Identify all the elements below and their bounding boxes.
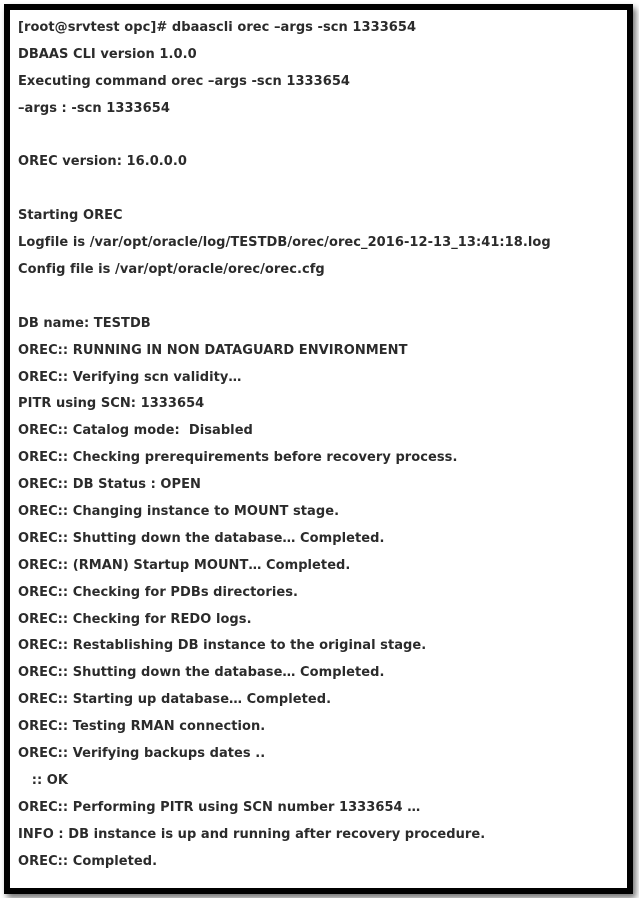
terminal-line: DB name: TESTDB [18,315,151,331]
terminal-line: OREC:: Checking for PDBs directories. [18,584,298,600]
terminal-line: Logfile is /var/opt/oracle/log/TESTDB/orec/orec_2016-12-13_13:41:18.log [18,235,551,251]
terminal-line [18,176,623,203]
terminal-line: OREC:: Verifying scn validity… [18,369,242,385]
terminal-line: OREC:: Completed. [18,853,158,869]
terminal-line: OREC:: Changing instance to MOUNT stage. [18,504,340,520]
terminal-line: Executing command orec –args -scn 1333654 [18,73,351,89]
terminal-line: OREC:: Restablishing DB instance to the original stage. [18,638,427,654]
terminal-line: Config file is /var/opt/oracle/orec/orec.cfg [18,262,325,278]
terminal-line: :: OK [18,772,69,788]
terminal-output [18,15,623,876]
terminal-line: Starting OREC [18,208,123,224]
terminal-line: OREC:: Verifying backups dates .. [18,746,266,762]
terminal-line: OREC:: Shutting down the database… Completed. [18,665,385,681]
terminal-line: [root@srvtest opc]# dbaascli orec –args -scn 1333654 [18,20,417,35]
terminal-line: –args : -scn 1333654 [18,100,170,116]
terminal-line: OREC:: Checking for REDO logs. [18,611,252,627]
terminal-line: OREC:: Shutting down the database… Completed. [18,530,385,546]
terminal-line: OREC:: (RMAN) Startup MOUNT… Completed. [18,557,351,573]
terminal-line: OREC:: Testing RMAN connection. [18,719,266,735]
terminal-line: OREC version: 16.0.0.0 [18,154,187,170]
terminal-line: OREC:: RUNNING IN NON DATAGUARD ENVIRONMENT [18,342,408,358]
terminal-line: PITR using SCN: 1333654 [18,396,205,412]
terminal-line [18,284,623,311]
terminal-line: OREC:: Catalog mode: Disabled [18,423,253,439]
terminal-line: INFO : DB instance is up and running after recovery procedure. [18,826,486,842]
terminal-line: OREC:: Checking prerequirements before recovery process. [18,450,458,466]
terminal-line: OREC:: Performing PITR using SCN number 1333654 … [18,799,421,815]
terminal-line [18,123,623,150]
terminal-line: OREC:: Starting up database… Completed. [18,692,332,708]
terminal-line: DBAAS CLI version 1.0.0 [18,46,197,62]
terminal-line: OREC:: DB Status : OPEN [18,477,201,493]
terminal-window [4,4,633,894]
